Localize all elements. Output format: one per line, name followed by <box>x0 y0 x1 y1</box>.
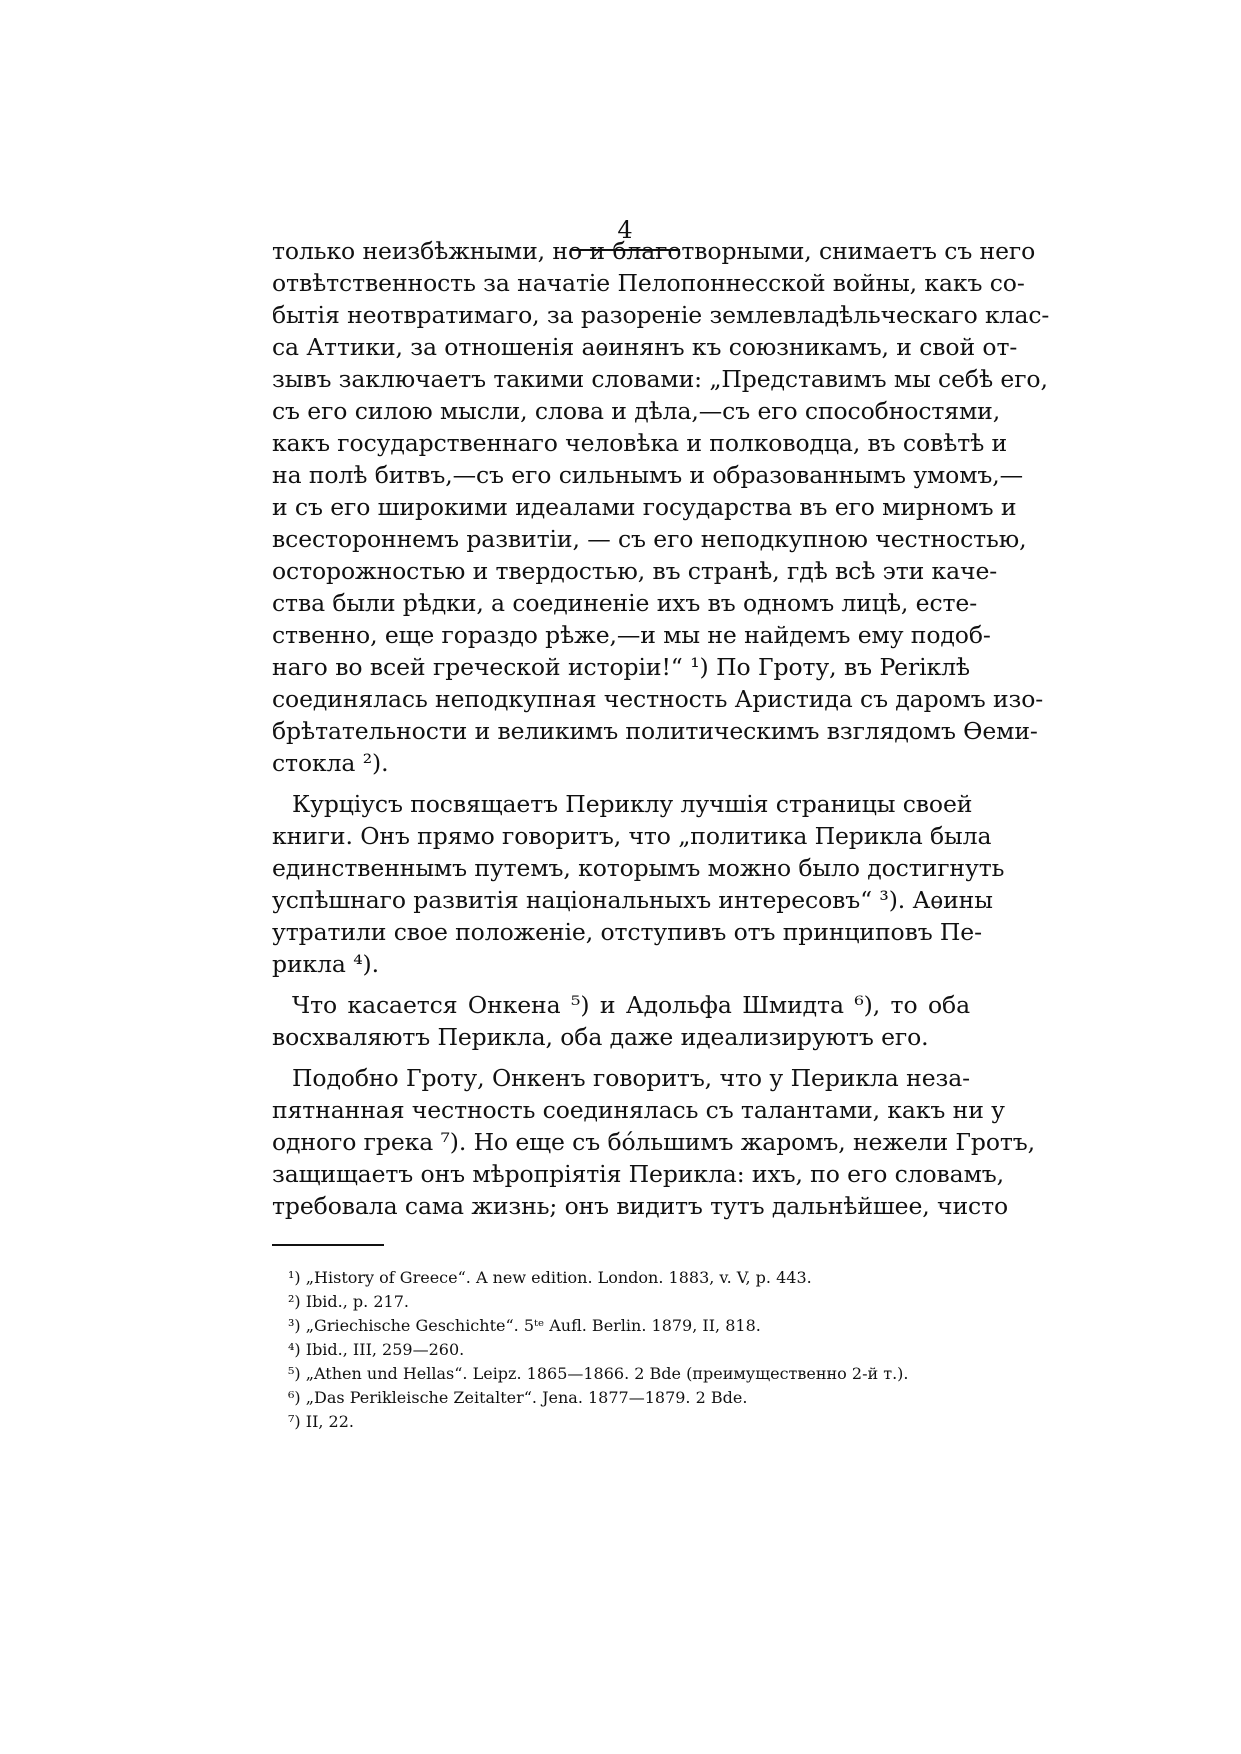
body-line: наго во всей греческой исторіи!“ ¹) По Гроту, въ Periклѣ <box>272 653 970 681</box>
footnote: ⁵) „Athen und Hellas“. Leipz. 1865—1866. 2 Bde (преимущественно 2-й т.). <box>288 1364 909 1383</box>
footnote: ⁶) „Das Perikleische Zeitalter“. Jena. 1877—1879. 2 Bde. <box>288 1388 748 1407</box>
body-line: зывъ заключаетъ такими словами: „Представимъ мы себѣ его, <box>272 365 1048 393</box>
body-line: защищаетъ онъ мѣропріятія Перикла: ихъ, по его словамъ, <box>272 1160 1004 1188</box>
body-line: единственнымъ путемъ, которымъ можно было достигнуть <box>272 854 1005 882</box>
body-line: книги. Онъ прямо говоритъ, что „политика Перикла была <box>272 822 992 850</box>
body-line: только неизбѣжными, но и благотворными, снимаетъ съ него <box>272 237 1036 265</box>
body-line: бытія неотвратимаго, за разореніе землевладѣльческаго клас- <box>272 301 1050 329</box>
body-line: стокла ²). <box>272 749 389 777</box>
body-line: и съ его широкими идеалами государства въ его мирномъ и <box>272 493 1017 521</box>
body-line: на полѣ битвъ,—съ его сильнымъ и образованнымъ умомъ,— <box>272 461 1023 489</box>
body-line: отвѣтственность за начатіе Пелопоннесской войны, какъ со- <box>272 269 1025 297</box>
footnote: ⁴) Ibid., III, 259—260. <box>288 1340 465 1359</box>
body-line: осторожностью и твердостью, въ странѣ, гдѣ всѣ эти каче- <box>272 557 998 585</box>
body-line: съ его силою мысли, слова и дѣла,—съ его способностями, <box>272 397 1001 425</box>
body-line: ственно, еще гораздо рѣже,—и мы не найдемъ ему подоб- <box>272 621 991 649</box>
body-line: пятнанная честность соединялась съ талантами, какъ ни у <box>272 1096 1005 1124</box>
page-number: 4 <box>617 216 633 244</box>
footnote: ¹) „History of Greece“. A new edition. London. 1883, v. V, p. 443. <box>288 1268 812 1287</box>
body-line: ства были рѣдки, а соединеніе ихъ въ одномъ лицѣ, есте- <box>272 589 978 617</box>
footnote: ³) „Griechische Geschichte“. 5ᵗᵉ Aufl. Berlin. 1879, II, 818. <box>288 1316 761 1335</box>
body-line: Курціусъ посвящаетъ Периклу лучшія страницы своей <box>292 790 973 818</box>
body-line: какъ государственнаго человѣка и полководца, въ совѣтѣ и <box>272 429 1008 457</box>
body-line: Подобно Гроту, Онкенъ говоритъ, что у Перикла неза- <box>292 1064 970 1092</box>
body-line: брѣтательности и великимъ политическимъ взглядомъ Ѳеми- <box>272 717 1038 745</box>
footnote-rule <box>272 1244 384 1246</box>
body-line: одного грека ⁷). Но еще съ бóльшимъ жаромъ, нежели Гротъ, <box>272 1128 1035 1156</box>
footnote: ²) Ibid., p. 217. <box>288 1292 409 1311</box>
body-line: соединялась неподкупная честность Аристида съ даромъ изо- <box>272 685 1044 713</box>
body-line: Что касается Онкена ⁵) и Адольфа Шмидта ⁶), то оба <box>292 991 970 1019</box>
body-line: восхваляютъ Перикла, оба даже идеализируютъ его. <box>272 1023 929 1051</box>
body-line: успѣшнаго развитія національныхъ интересовъ“ ³). Аѳины <box>272 886 993 914</box>
body-line: требовала сама жизнь; онъ видитъ тутъ дальнѣйшее, чисто <box>272 1192 1009 1220</box>
body-line: са Аттики, за отношенія аѳинянъ къ союзникамъ, и свой от- <box>272 333 1018 361</box>
body-line: всестороннемъ развитіи, — съ его неподкупною честностью, <box>272 525 1027 553</box>
body-line: рикла ⁴). <box>272 950 379 978</box>
footnote: ⁷) II, 22. <box>288 1412 354 1431</box>
body-line: утратили свое положеніе, отступивъ отъ принциповъ Пе- <box>272 918 982 946</box>
